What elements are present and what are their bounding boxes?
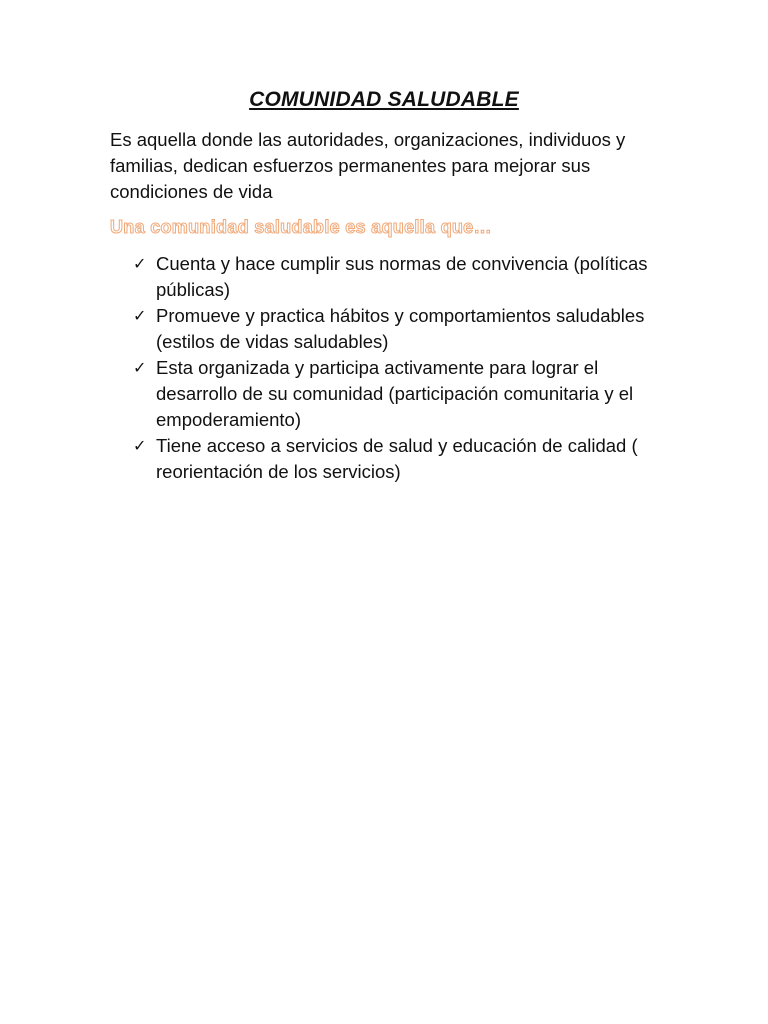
checkmark-icon: ✓: [133, 254, 147, 273]
list-item-text: Promueve y practica hábitos y comportamientos saludables (estilos de vidas saludables): [156, 305, 645, 352]
list-item-text: Tiene acceso a servicios de salud y educación de calidad ( reorientación de los servicios): [156, 435, 638, 482]
checkmark-icon: ✓: [133, 436, 147, 455]
list-item: [133, 303, 673, 355]
list-item: [133, 355, 673, 433]
checkmark-icon: ✓: [133, 358, 147, 377]
list-item-text: Cuenta y hace cumplir sus normas de convivencia (políticas públicas): [156, 253, 648, 300]
checklist: [133, 251, 673, 485]
page-title: COMUNIDAD SALUDABLE: [249, 88, 519, 111]
checkmark-icon: ✓: [133, 306, 147, 325]
subheading: Una comunidad saludable es aquella que…: [110, 217, 492, 237]
list-item: [133, 433, 673, 485]
intro-paragraph: Es aquella donde las autoridades, organizaciones, individuos y familias, dedican esfuerzos permanentes para mejorar sus condiciones de vida: [110, 129, 626, 202]
list-item: [133, 251, 673, 303]
list-item-text: Esta organizada y participa activamente para lograr el desarrollo de su comunidad (participación comunitaria y el empoderamiento): [156, 357, 634, 430]
